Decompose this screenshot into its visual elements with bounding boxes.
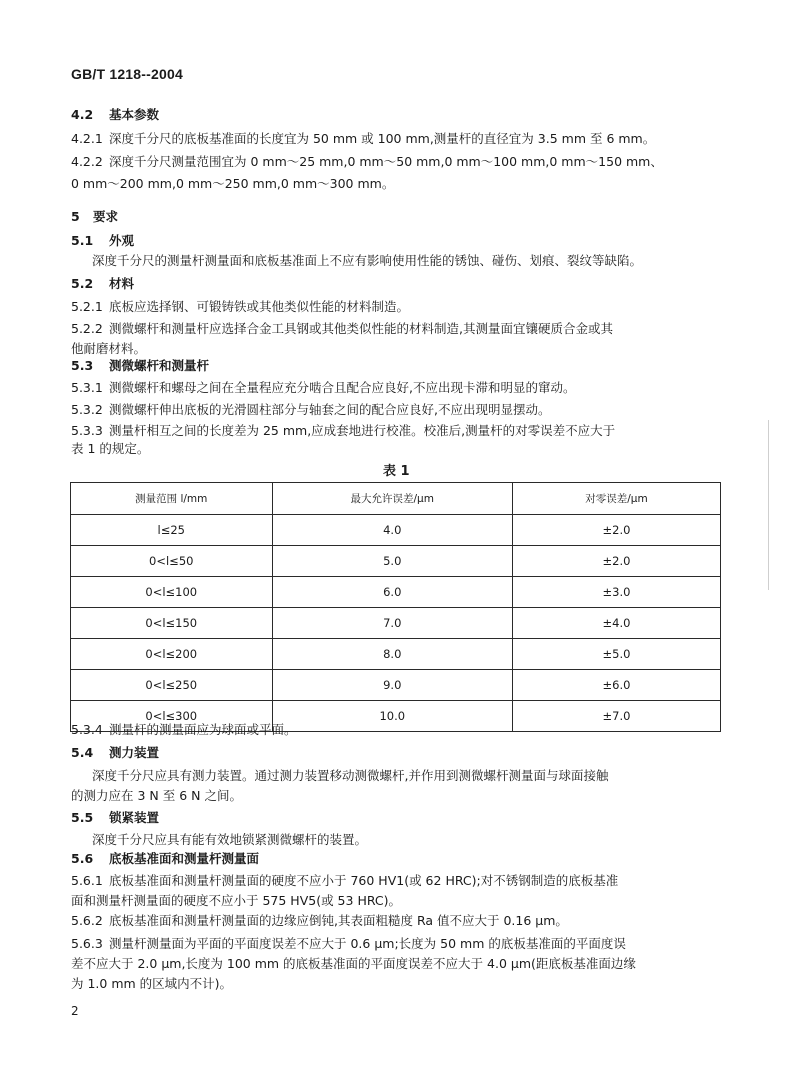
clause-number: 5.6.3 xyxy=(71,936,103,951)
clause-number: 5.3.1 xyxy=(71,380,103,395)
table-header-row xyxy=(71,483,721,515)
table-cell: ±4.0 xyxy=(513,608,721,639)
section-4-2 xyxy=(71,107,159,123)
clause-5-6-3-cont: 差不应大于 2.0 μm,长度为 100 mm 的底板基准面的平面度误差不应大于 4.0 μm(距底板基准面边缘 xyxy=(71,956,636,971)
table-cell: 8.0 xyxy=(272,639,513,670)
clause-5-2-2-cont: 他耐磨材料。 xyxy=(71,341,147,356)
section-title: 底板基准面和测量杆测量面 xyxy=(109,851,260,866)
section-title: 基本参数 xyxy=(109,107,160,122)
table-cell: ±2.0 xyxy=(513,546,721,577)
clause-text: 测量杆测量面为平面的平面度误差不应大于 0.6 μm;长度为 50 mm 的底板基准面的平面度误 xyxy=(109,936,626,951)
clause-number: 5.3.3 xyxy=(71,423,103,438)
table-cell: 7.0 xyxy=(272,608,513,639)
clause-5-4-cont: 的测力应在 3 N 至 6 N 之间。 xyxy=(71,788,242,803)
section-title: 外观 xyxy=(109,233,135,248)
clause-number: 4.2.1 xyxy=(71,131,103,146)
section-5 xyxy=(71,209,118,225)
clause-text: 测微螺杆和螺母之间在全量程应充分啮合且配合应良好,不应出现卡滞和明显的窜动。 xyxy=(109,380,576,395)
section-number: 5 xyxy=(71,209,80,224)
table-cell: 0<l≤50 xyxy=(71,546,273,577)
table-cell: 0<l≤100 xyxy=(71,577,273,608)
table-cell: 0<l≤250 xyxy=(71,670,273,701)
clause-number: 5.6.1 xyxy=(71,873,103,888)
column-header: 最大允许误差/μm xyxy=(272,483,513,515)
clause-5-6-3 xyxy=(71,936,626,952)
scan-edge-line xyxy=(768,420,769,590)
clause-text: 测微螺杆伸出底板的光滑圆柱部分与轴套之间的配合应良好,不应出现明显摆动。 xyxy=(109,402,551,417)
clause-5-3-1 xyxy=(71,380,575,396)
section-number: 5.4 xyxy=(71,745,94,760)
clause-5-6-3-cont2: 为 1.0 mm 的区域内不计)。 xyxy=(71,976,233,991)
section-title: 测力装置 xyxy=(109,745,160,760)
clause-5-6-1 xyxy=(71,873,618,889)
section-number: 5.2 xyxy=(71,276,94,291)
clause-number: 5.6.2 xyxy=(71,913,103,928)
clause-5-2-1 xyxy=(71,299,409,315)
section-title: 要求 xyxy=(93,209,119,224)
table-row xyxy=(71,546,721,577)
clause-text: 深度千分尺测量范围宜为 0 mm～25 mm,0 mm～50 mm,0 mm～100 mm,0 mm～150 mm、 xyxy=(109,154,663,169)
section-5-5 xyxy=(71,810,159,826)
clause-5-6-1-cont: 面和测量杆测量面的硬度不应小于 575 HV5(或 53 HRC)。 xyxy=(71,893,402,908)
section-number: 5.1 xyxy=(71,233,94,248)
table-cell: 5.0 xyxy=(272,546,513,577)
table-cell: 0<l≤150 xyxy=(71,608,273,639)
table-cell: ±6.0 xyxy=(513,670,721,701)
table-cell: ±5.0 xyxy=(513,639,721,670)
table-cell: l≤25 xyxy=(71,515,273,546)
standard-code: GB/T 1218--2004 xyxy=(71,66,183,82)
section-title: 测微螺杆和测量杆 xyxy=(109,358,210,373)
section-number: 5.6 xyxy=(71,851,94,866)
section-title: 材料 xyxy=(109,276,135,291)
table-cell: 0<l≤200 xyxy=(71,639,273,670)
clause-text: 底板基准面和测量杆测量面的边缘应倒钝,其表面粗糙度 Ra 值不应大于 0.16 μm。 xyxy=(109,913,568,928)
table-cell: 4.0 xyxy=(272,515,513,546)
table-cell: 6.0 xyxy=(272,577,513,608)
clause-4-2-2 xyxy=(71,154,663,170)
clause-5-3-3 xyxy=(71,423,615,439)
clause-5-1-text: 深度千分尺的测量杆测量面和底板基准面上不应有影响使用性能的锈蚀、碰伤、划痕、裂纹等缺陷。 xyxy=(92,253,643,268)
data-table xyxy=(70,482,721,732)
column-header: 对零误差/μm xyxy=(513,483,721,515)
section-5-3 xyxy=(71,358,209,374)
section-number: 5.3 xyxy=(71,358,94,373)
clause-text: 测量杆的测量面应为球面或平面。 xyxy=(109,722,297,737)
table-row xyxy=(71,515,721,546)
section-5-2 xyxy=(71,276,134,292)
clause-text: 底板应选择钢、可锻铸铁或其他类似性能的材料制造。 xyxy=(109,299,410,314)
table-cell: 9.0 xyxy=(272,670,513,701)
clause-5-2-2 xyxy=(71,321,613,337)
clause-4-2-2-cont: 0 mm～200 mm,0 mm～250 mm,0 mm～300 mm。 xyxy=(71,176,395,191)
table-row xyxy=(71,639,721,670)
clause-text: 底板基准面和测量杆测量面的硬度不应小于 760 HV1(或 62 HRC);对不锈钢制造的底板基准 xyxy=(109,873,619,888)
table-row xyxy=(71,608,721,639)
section-5-6 xyxy=(71,851,259,867)
table-cell: 0<l≤300 xyxy=(71,701,273,732)
clause-5-5-text: 深度千分尺应具有能有效地锁紧测微螺杆的装置。 xyxy=(92,832,368,847)
column-header: 测量范围 l/mm xyxy=(71,483,273,515)
clause-5-3-2 xyxy=(71,402,550,418)
table-cell: 10.0 xyxy=(272,701,513,732)
table-cell: ±3.0 xyxy=(513,577,721,608)
clause-number: 5.3.2 xyxy=(71,402,103,417)
section-number: 5.5 xyxy=(71,810,94,825)
section-5-1 xyxy=(71,233,134,249)
page-number: 2 xyxy=(71,1004,79,1018)
clause-5-3-3-cont: 表 1 的规定。 xyxy=(71,441,150,456)
table-row xyxy=(71,670,721,701)
clause-number: 5.3.4 xyxy=(71,722,103,737)
clause-4-2-1 xyxy=(71,131,655,147)
clause-text: 测量杆相互之间的长度差为 25 mm,应成套地进行校准。校准后,测量杆的对零误差不应大于 xyxy=(109,423,616,438)
table-cell: ±7.0 xyxy=(513,701,721,732)
clause-text: 测微螺杆和测量杆应选择合金工具钢或其他类似性能的材料制造,其测量面宜镶硬质合金或其 xyxy=(109,321,613,336)
section-5-4 xyxy=(71,745,159,761)
clause-5-3-4 xyxy=(71,722,297,738)
clause-text: 深度千分尺的底板基准面的长度宜为 50 mm 或 100 mm,测量杆的直径宜为 3.5 mm 至 6 mm。 xyxy=(109,131,656,146)
table-row xyxy=(71,577,721,608)
table-cell: ±2.0 xyxy=(513,515,721,546)
section-number: 4.2 xyxy=(71,107,94,122)
clause-number: 4.2.2 xyxy=(71,154,103,169)
clause-5-6-2 xyxy=(71,913,568,929)
section-title: 锁紧装置 xyxy=(109,810,160,825)
table-caption: 表 1 xyxy=(383,464,410,479)
clause-number: 5.2.1 xyxy=(71,299,103,314)
clause-number: 5.2.2 xyxy=(71,321,103,336)
clause-5-4-text: 深度千分尺应具有测力装置。通过测力装置移动测微螺杆,并作用到测微螺杆测量面与球面接触 xyxy=(92,768,609,783)
